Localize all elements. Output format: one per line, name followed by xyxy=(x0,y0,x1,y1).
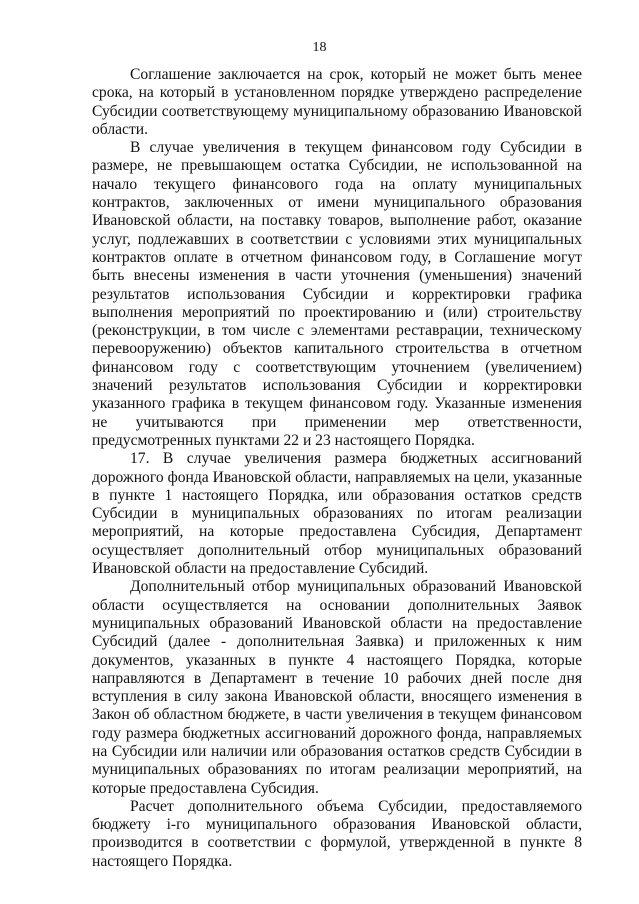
paragraph-subsidy-increase-changes: В случае увеличения в текущем финансовом году Субсидии в размере, не превышающем остатка Субсидии, не использованной на начало текущего финансового года на оплату муниципальных контрактов, заключенных от имени муниципального образования Ивановской области, на поставку товаров, выполнение работ, оказание услуг, подлежавших в соответствии с условиями этих муниципальных контрактов оплате в отчетном финансовом году, в Соглашение могут быть внесены изменения в части уточнения (уменьшения) значений результатов использования Субсидии и корректировки графика выполнения мероприятий по проектированию и (или) строительству (реконструкции, в том числе с элементами реставрации, техническому перевооружению) объектов капитального строительства в отчетном финансовом году с соответствующим уточнением (увеличением) значений результатов использования Субсидии и корректировки указанного графика в текущем финансовом году. Указанные изменения не учитываются при применении мер ответственности, предусмотренных пунктами 22 и 23 настоящего Порядка. xyxy=(92,139,582,449)
paragraph-agreement-term: Соглашение заключается на срок, который не может быть менее срока, на который в установленном порядке утверждено распределение Субсидии соответствующему муниципальному образованию Ивановской области. xyxy=(92,66,582,138)
paragraph-additional-selection: Дополнительный отбор муниципальных образований Ивановской области осуществляется на основании дополнительных Заявок муниципальных образований Ивановской области на предоставление Субсидий (далее - дополнительная Заявка) и приложенных к ним документов, указанных в пункте 4 настоящего Порядка, которые направляются в Департамент в течение 10 рабочих дней после дня вступления в силу закона Ивановской области, вносящего изменения в Закон об областном бюджете, в части увеличения в текущем финансовом году размера бюджетных ассигнований дорожного фонда, направляемых на Субсидии или наличии или образования остатков средств Субсидии в муниципальных образованиях по итогам реализации мероприятий, на которые предоставлена Субсидия. xyxy=(92,578,582,797)
document-body xyxy=(92,66,582,871)
page-number: 18 xyxy=(312,40,327,55)
paragraph-calculation: Расчет дополнительного объема Субсидии, предоставляемого бюджету i-го муниципального образования Ивановской области, производится в соответствии с формулой, утвержденной в пункте 8 настоящего Порядка. xyxy=(92,797,582,870)
paragraph-item-17: 17. В случае увеличения размера бюджетных ассигнований дорожного фонда Ивановской области, направляемых на цели, указанные в пункте 1 настоящего Порядка, или образования остатков средств Субсидии в муниципальных образованиях по итогам реализации мероприятий, на которые предоставлена Субсидия, Департамент осуществляет дополнительный отбор муниципальных образований Ивановской области на предоставление Субсидий. xyxy=(92,450,582,578)
